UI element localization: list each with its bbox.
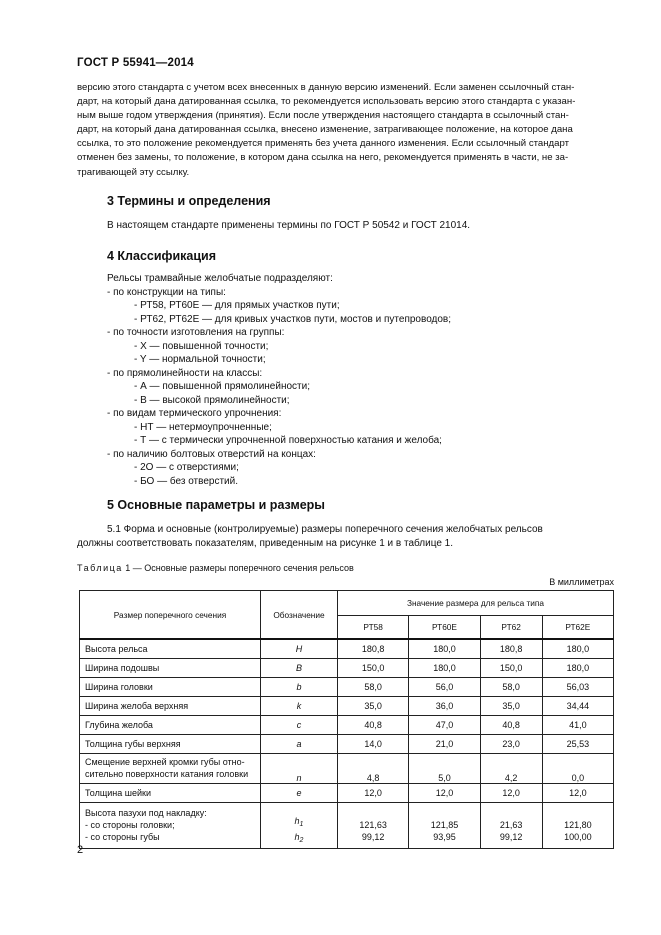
intro-line: дарт, на который дана датированная ссылка, то рекомендуется использовать версию этого стандарта с указан- [77,96,576,108]
classification-category: - по видам термического упрочнения: [107,408,282,419]
table-units: В миллиметрах [549,577,614,587]
param-value: 58,0 [338,677,409,696]
classification-option: - В — высокой прямолинейности; [134,394,290,406]
param-name-line: - со стороны губы [85,832,160,842]
classification-option: - Т — с термически упрочненной поверхностью катания и желоба; [134,435,442,446]
param-value-line: 121,85 [430,820,459,830]
classification-option: - НТ — нетермоупрочненные; [134,421,272,433]
header-type: РТ62Е [542,616,613,640]
section-5-paragraph [77,523,615,551]
table-row [80,802,614,848]
param-value: 12,0 [409,783,480,802]
param-value: 150,0 [480,658,542,677]
param-symbol [261,802,338,848]
param-value: 4,2 [480,753,542,783]
param-value: 21,0 [409,734,480,753]
param-value-line: 121,80 [564,820,592,830]
section-4-title: 4 Классификация [107,249,217,263]
param-name [80,753,261,783]
param-value-line: 99,12 [499,832,523,842]
param-value: 35,0 [338,696,409,715]
param-value-line: 21,63 [499,820,523,830]
symbol-main: h [294,816,300,826]
param-value [338,802,409,848]
param-name: Ширина головки [80,677,261,696]
classification-category: - по наличию болтовых отверстий на концах: [107,448,316,460]
classification-option: - Y — нормальной точности; [134,354,266,365]
classification-lead: Рельсы трамвайные желобчатые подразделяют: [107,273,333,284]
param-value-line: 100,00 [564,832,592,842]
param-value: 0,0 [542,753,613,783]
param-symbol: B [261,658,338,677]
param-value: 180,8 [480,639,542,658]
header-type: РТ62 [480,616,542,640]
param-name: Ширина желоба верхняя [80,696,261,715]
param-value [409,802,480,848]
param-name: Глубина желоба [80,715,261,734]
param-value: 150,0 [338,658,409,677]
param-value: 180,0 [542,639,613,658]
param-symbol: e [261,783,338,802]
header-type: РТ60Е [409,616,480,640]
param-value: 40,8 [480,715,542,734]
classification-list [107,272,451,488]
param-name: Толщина шейки [80,783,261,802]
classification-option: - РТ58, РТ60Е — для прямых участков пути; [134,300,340,311]
intro-line: ссылка, то это положение рекомендуется применять без учета данного изменения. Если ссылочный стандарт [77,138,569,150]
param-value [542,802,613,848]
param-name [80,802,261,848]
param-name: Высота рельса [80,639,261,658]
param-value: 47,0 [409,715,480,734]
param-name: Толщина губы верхняя [80,734,261,753]
param-value: 56,03 [542,677,613,696]
table-caption [77,563,354,573]
param-symbol: c [261,715,338,734]
section-3-text: В настоящем стандарте применены термины по ГОСТ Р 50542 и ГОСТ 21014. [107,220,471,231]
table-caption-text: 1 — Основные размеры поперечного сечения рельсов [122,563,354,573]
section-5-title: 5 Основные параметры и размеры [107,498,325,512]
symbol-subscript: 1 [299,821,304,828]
param-value: 5,0 [409,753,480,783]
dimensions-table [79,590,614,849]
param-name-line: Высота пазухи под накладку: [85,808,207,818]
header-group: Значение размера для рельса типа [338,591,614,616]
classification-category: - по точности изготовления на группы: [107,327,285,338]
intro-line: отменен без замены, то положение, в котором дана ссылка на него, рекомендуется применять в части, не за- [77,152,569,164]
header-param: Размер поперечного сечения [80,591,261,640]
classification-category: - по конструкции на типы: [107,286,226,298]
param-symbol: b [261,677,338,696]
paragraph-line: 5.1 Форма и основные (контролируемые) размеры поперечного сечения желобчатых рельсов [107,524,543,535]
paragraph-line: должны соответствовать показателям, приведенным на рисунке 1 и в таблице 1. [77,538,454,549]
param-name-line: - со стороны головки; [85,820,175,830]
classification-category: - по прямолинейности на классы: [107,367,263,379]
param-value: 180,8 [338,639,409,658]
param-value: 4,8 [338,753,409,783]
param-name-line: сительно поверхности катания головки [85,769,249,779]
classification-option: - А — повышенной прямолинейности; [134,381,310,392]
intro-line: трагивающей эту ссылку. [77,166,190,178]
intro-line: версию этого стандарта с учетом всех внесенных в данную версию изменений. Если заменен ссылочный стан- [77,82,575,93]
table-row [80,783,614,802]
param-symbol-line [266,815,332,831]
table-row [80,753,614,783]
classification-option: - БО — без отверстий. [134,475,238,487]
intro-line: дарт, на который дана датированная ссылка, внесено изменение, затрагивающее положение, на которое дана [77,124,573,136]
param-value: 12,0 [480,783,542,802]
param-value: 180,0 [542,658,613,677]
param-symbol-line [266,831,332,847]
param-value: 40,8 [338,715,409,734]
param-value-line: 99,12 [361,832,385,842]
param-name: Ширина подошвы [80,658,261,677]
param-value-line: 121,63 [359,820,387,830]
page-number: 2 [77,844,84,856]
param-value [480,802,542,848]
classification-option: - 2О — с отверстиями; [134,462,239,473]
param-value: 56,0 [409,677,480,696]
symbol-main: h [294,832,300,842]
section-3-title: 3 Термины и определения [107,194,271,208]
table-row [80,696,614,715]
intro-paragraph [77,81,615,180]
classification-option: - РТ62, РТ62Е — для кривых участков пути, мостов и путепроводов; [134,313,452,325]
table-row [80,658,614,677]
param-value: 36,0 [409,696,480,715]
param-value-line: 93,95 [433,832,456,842]
document-header: ГОСТ Р 55941—2014 [77,57,194,69]
param-symbol: n [261,753,338,783]
param-value: 12,0 [542,783,613,802]
param-value: 41,0 [542,715,613,734]
header-symbol: Обозначение [261,591,338,640]
header-type: РТ58 [338,616,409,640]
param-value: 35,0 [480,696,542,715]
table-row [80,677,614,696]
param-symbol: k [261,696,338,715]
symbol-subscript: 2 [299,837,304,844]
param-value: 34,44 [542,696,613,715]
param-value: 25,53 [542,734,613,753]
table-row [80,715,614,734]
param-value: 180,0 [409,658,480,677]
param-name-line: Смещение верхней кромки губы отно- [85,757,245,767]
intro-line: ным выше годом утверждения (принятия). Если после утверждения настоящего стандарта в ссылочный стан- [77,110,569,122]
param-value: 12,0 [338,783,409,802]
table-row [80,639,614,658]
param-value: 14,0 [338,734,409,753]
param-value: 58,0 [480,677,542,696]
param-symbol: a [261,734,338,753]
table-row [80,734,614,753]
table-caption-label: Таблица [77,563,123,573]
param-value: 180,0 [409,639,480,658]
param-value: 23,0 [480,734,542,753]
param-symbol: H [261,639,338,658]
classification-option: - Х — повышенной точности; [134,340,269,352]
